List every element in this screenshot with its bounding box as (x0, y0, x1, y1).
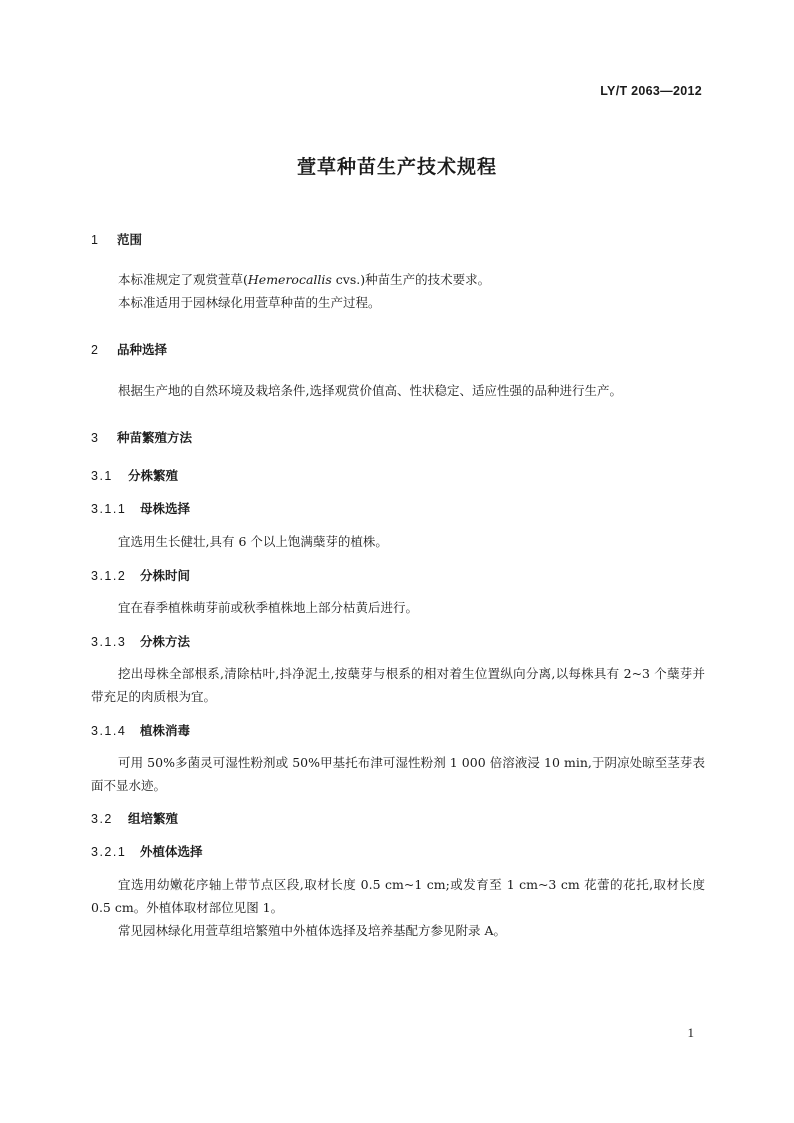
section-number: 3.2 (91, 812, 113, 826)
section-title: 分株繁殖 (128, 468, 179, 483)
paragraph: 本标准规定了观赏萱草(Hemerocallis cvs.)种苗生产的技术要求。 (118, 272, 491, 287)
page-title: 萱草种苗生产技术规程 (296, 156, 497, 178)
section-number: 3.1 (91, 469, 113, 483)
latin-name: Hemerocallis (247, 272, 332, 287)
section-3-1-4-heading (91, 721, 190, 739)
page-number: 1 (687, 1025, 694, 1040)
section-title: 组培繁殖 (128, 811, 179, 826)
section-number: 3.1.2 (91, 569, 127, 583)
section-number: 3.1.1 (91, 502, 127, 516)
section-number: 1 (91, 233, 100, 247)
section-3-2-heading (91, 809, 178, 827)
paragraph: 常见园林绿化用萱草组培繁殖中外植体选择及培养基配方参见附录 A。 (118, 923, 507, 938)
section-title: 范围 (117, 232, 143, 247)
section-title: 品种选择 (117, 342, 168, 357)
section-3-heading (91, 428, 192, 446)
section-3-2-1-heading (91, 842, 203, 860)
section-2-heading (91, 340, 167, 358)
paragraph: 宜选用生长健壮,具有 6 个以上饱满蘖芽的植株。 (118, 534, 388, 549)
paragraph: 可用 50%多菌灵可湿性粉剂或 50%甲基托布津可湿性粉剂 1 000 倍溶液浸 10 min,于阴凉处晾至茎芽表面不显水迹。 (91, 755, 705, 793)
paragraph: 宜在春季植株萌芽前或秋季植株地上部分枯黄后进行。 (118, 600, 419, 615)
section-number: 3.2.1 (91, 845, 127, 859)
section-number: 2 (91, 343, 100, 357)
paragraph: 宜选用幼嫩花序轴上带节点区段,取材长度 0.5 cm~1 cm;或发育至 1 cm~3 cm 花蕾的花托,取材长度 0.5 cm。外植体取材部位见图 1。 (91, 877, 705, 915)
section-1-heading (91, 230, 142, 248)
section-number: 3 (91, 431, 100, 445)
paragraph: 挖出母株全部根系,清除枯叶,抖净泥土,按蘖芽与根系的相对着生位置纵向分离,以每株具有 2~3 个蘖芽并带充足的肉质根为宜。 (91, 666, 705, 704)
section-3-1-1-heading (91, 499, 190, 517)
section-title: 种苗繁殖方法 (117, 430, 193, 445)
section-title: 植株消毒 (140, 723, 191, 738)
section-3-1-3-heading (91, 632, 190, 650)
section-title: 外植体选择 (140, 844, 203, 859)
standard-code: LY/T 2063—2012 (600, 84, 702, 98)
section-title: 母株选择 (140, 501, 191, 516)
section-number: 3.1.4 (91, 724, 127, 738)
paragraph: 本标准适用于园林绿化用萱草种苗的生产过程。 (118, 295, 381, 310)
section-title: 分株时间 (140, 568, 191, 583)
section-3-1-heading (91, 466, 178, 484)
section-number: 3.1.3 (91, 635, 127, 649)
section-3-1-2-heading (91, 566, 190, 584)
paragraph: 根据生产地的自然环境及栽培条件,选择观赏价值高、性状稳定、适应性强的品种进行生产。 (118, 383, 622, 398)
section-title: 分株方法 (140, 634, 191, 649)
